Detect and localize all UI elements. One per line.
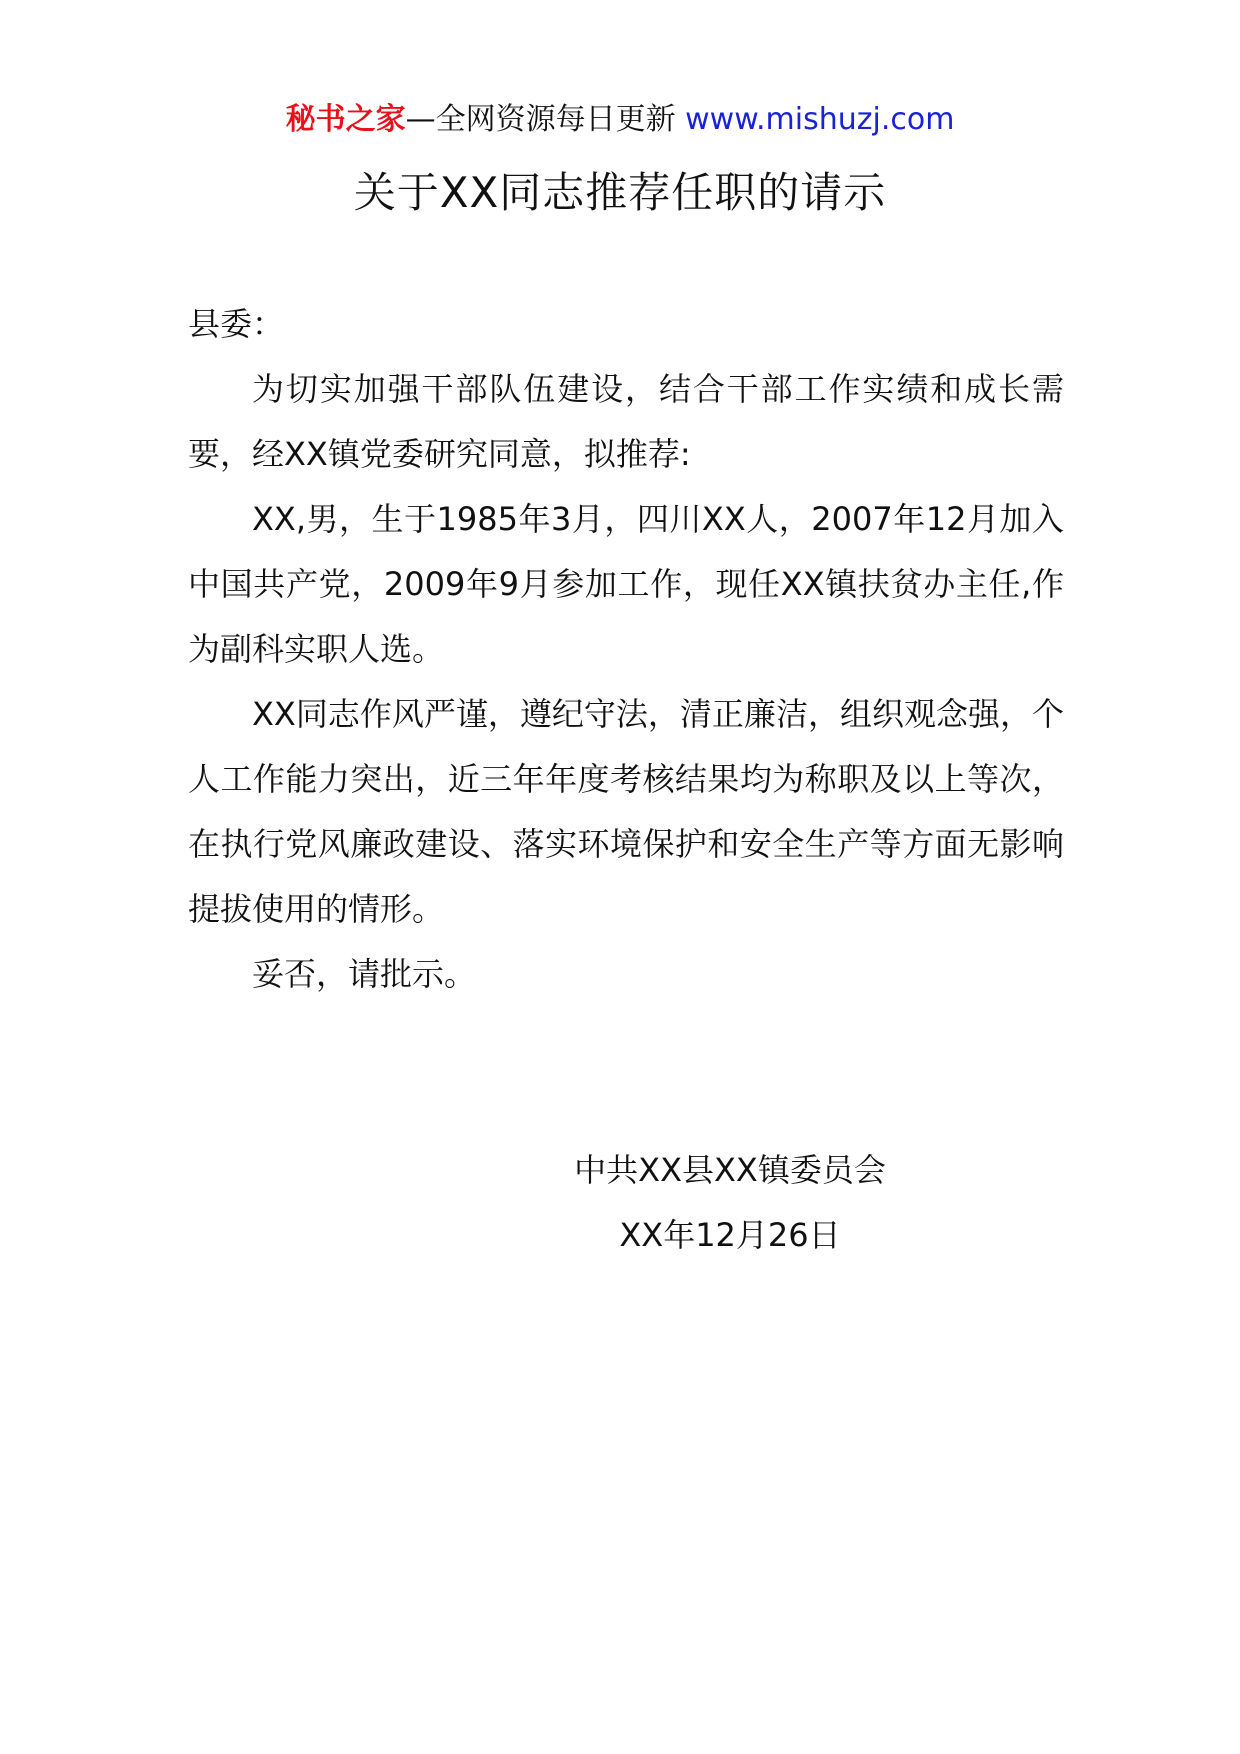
signature-block xyxy=(520,1138,940,1268)
site-header xyxy=(0,100,1240,140)
signature-organization: 中共XX县XX镇委员会 xyxy=(574,1151,886,1189)
paragraph-candidate-profile: XX,男，生于1985年3月，四川XX人，2007年12月加入中国共产党，2009年9月参加工作，现任XX镇扶贫办主任,作为副科实职人选。 xyxy=(188,500,1064,668)
paragraph-intro: 为切实加强干部队伍建设，结合干部工作实绩和成长需要，经XX镇党委研究同意，拟推荐: xyxy=(188,370,1064,473)
document-body xyxy=(188,292,1064,1007)
brand-name: 秘书之家 xyxy=(285,102,406,137)
header-slogan: —全网资源每日更新 xyxy=(405,102,686,137)
paragraph-closing: 妥否，请批示。 xyxy=(252,955,477,993)
paragraph-candidate-evaluation: XX同志作风严谨，遵纪守法，清正廉洁，组织观念强，个人工作能力突出，近三年年度考核结果均为称职及以上等次，在执行党风廉政建设、落实环境保护和安全生产等方面无影响提拔使用的情形。 xyxy=(188,695,1064,928)
site-url-link[interactable]: www.mishuzj.com xyxy=(685,102,955,137)
signature-date: XX年12月26日 xyxy=(619,1216,841,1254)
document-title: 关于XX同志推荐任职的请示 xyxy=(353,168,887,217)
salutation: 县委： xyxy=(188,305,285,343)
